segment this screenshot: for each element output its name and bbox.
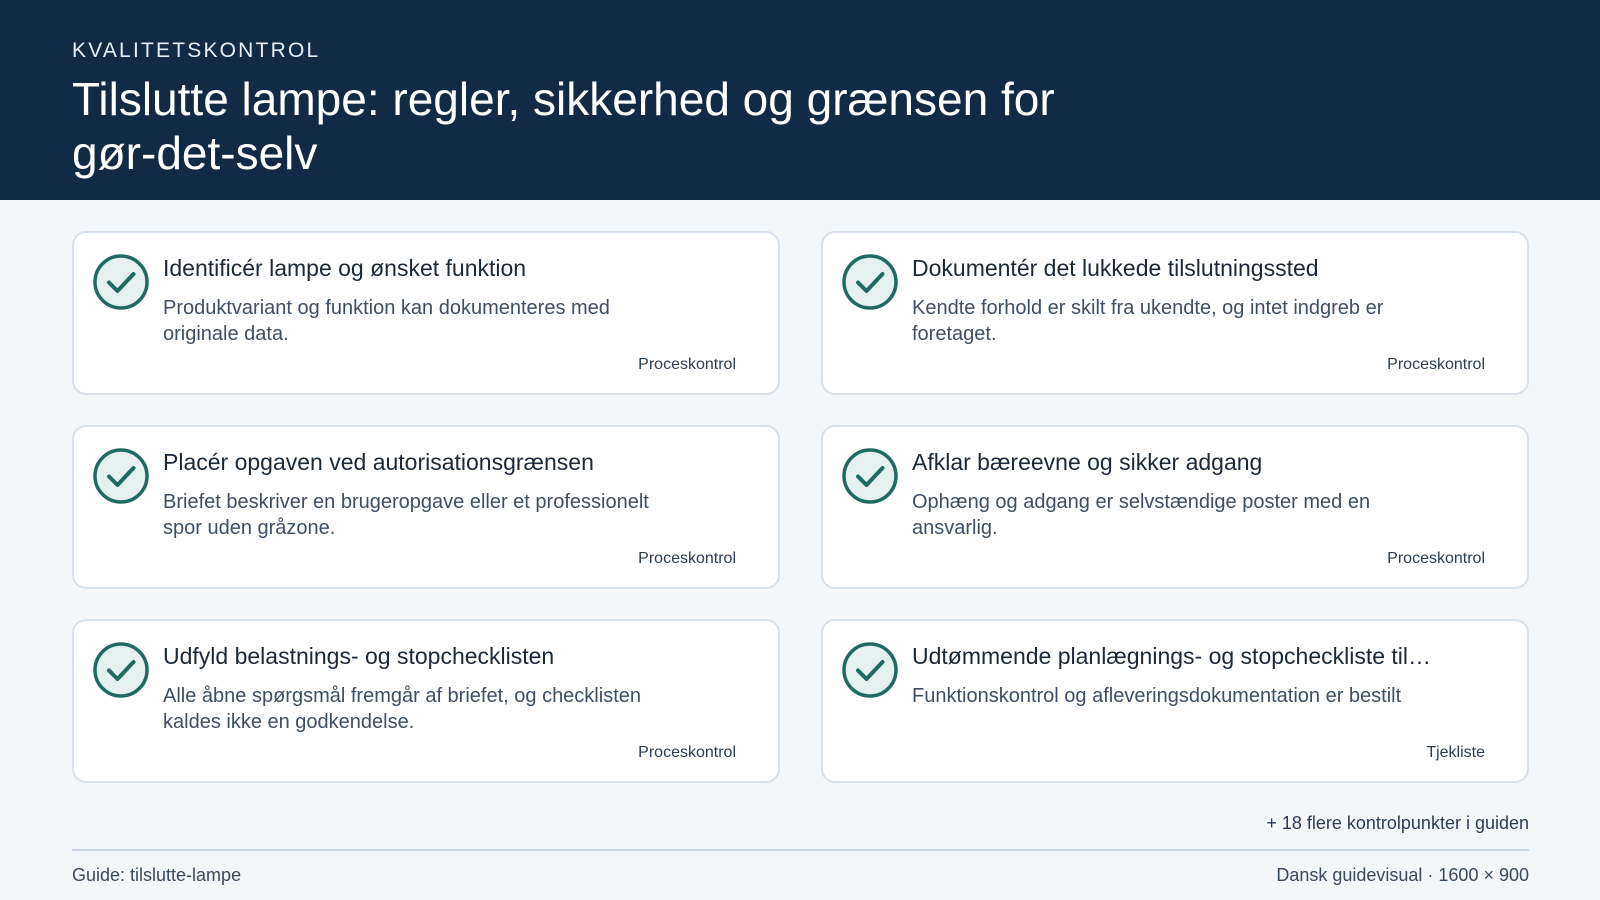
check-circle-icon: [841, 641, 899, 699]
card-title: Placér opgaven ved autorisationsgrænsen: [163, 449, 594, 475]
card-description: Ophæng og adgang er selvstændige poster med en ansvarlig.: [912, 491, 1371, 539]
card-description: Briefet beskriver en brugeropgave eller et professionelt spor uden gråzone.: [163, 491, 649, 539]
card-title: Udfyld belastnings- og stopchecklisten: [163, 643, 555, 669]
page-header: [0, 0, 1600, 200]
card-description: Produktvariant og funktion kan dokumenteres med originale data.: [163, 297, 610, 345]
checklist-grid: [72, 231, 1529, 783]
checklist-card: [821, 619, 1529, 783]
checklist-card: [821, 231, 1529, 395]
footer-divider: [72, 849, 1529, 851]
checklist-card: [72, 231, 780, 395]
check-circle-icon: [92, 447, 150, 505]
card-description: Funktionskontrol og afleveringsdokumentation er bestilt: [912, 685, 1402, 707]
card-tag: Tjekliste: [1426, 744, 1485, 761]
check-circle-icon: [841, 447, 899, 505]
card-tag: Proceskontrol: [1387, 550, 1485, 567]
card-title: Dokumentér det lukkede tilslutningssted: [912, 255, 1319, 281]
card-description: Alle åbne spørgsmål fremgår af briefet, og checklisten kaldes ikke en godkendelse.: [163, 685, 641, 733]
card-title: Udtømmende planlægnings- og stopcheckliste til…: [912, 643, 1432, 669]
more-checkpoints-link[interactable]: + 18 flere kontrolpunkter i guiden: [1266, 813, 1529, 833]
check-circle-icon: [92, 253, 150, 311]
card-title: Identificér lampe og ønsket funktion: [163, 255, 527, 281]
card-tag: Proceskontrol: [638, 550, 736, 567]
card-title: Afklar bæreevne og sikker adgang: [912, 449, 1263, 475]
card-tag: Proceskontrol: [638, 744, 736, 761]
checklist-card: [72, 425, 780, 589]
checklist-card: [72, 619, 780, 783]
eyebrow-label: KVALITETSKONTROL: [72, 39, 321, 62]
checklist-card: [821, 425, 1529, 589]
card-description: Kendte forhold er skilt fra ukendte, og intet indgreb er foretaget.: [912, 297, 1384, 345]
check-circle-icon: [92, 641, 150, 699]
footer-meta-label: Dansk guidevisual · 1600 × 900: [1276, 865, 1529, 885]
card-tag: Proceskontrol: [1387, 356, 1485, 373]
card-tag: Proceskontrol: [638, 356, 736, 373]
footer-guide-label: Guide: tilslutte-lampe: [72, 865, 242, 885]
page-title: Tilslutte lampe: regler, sikkerhed og grænsen for gør-det-selv: [72, 73, 1055, 179]
check-circle-icon: [841, 253, 899, 311]
